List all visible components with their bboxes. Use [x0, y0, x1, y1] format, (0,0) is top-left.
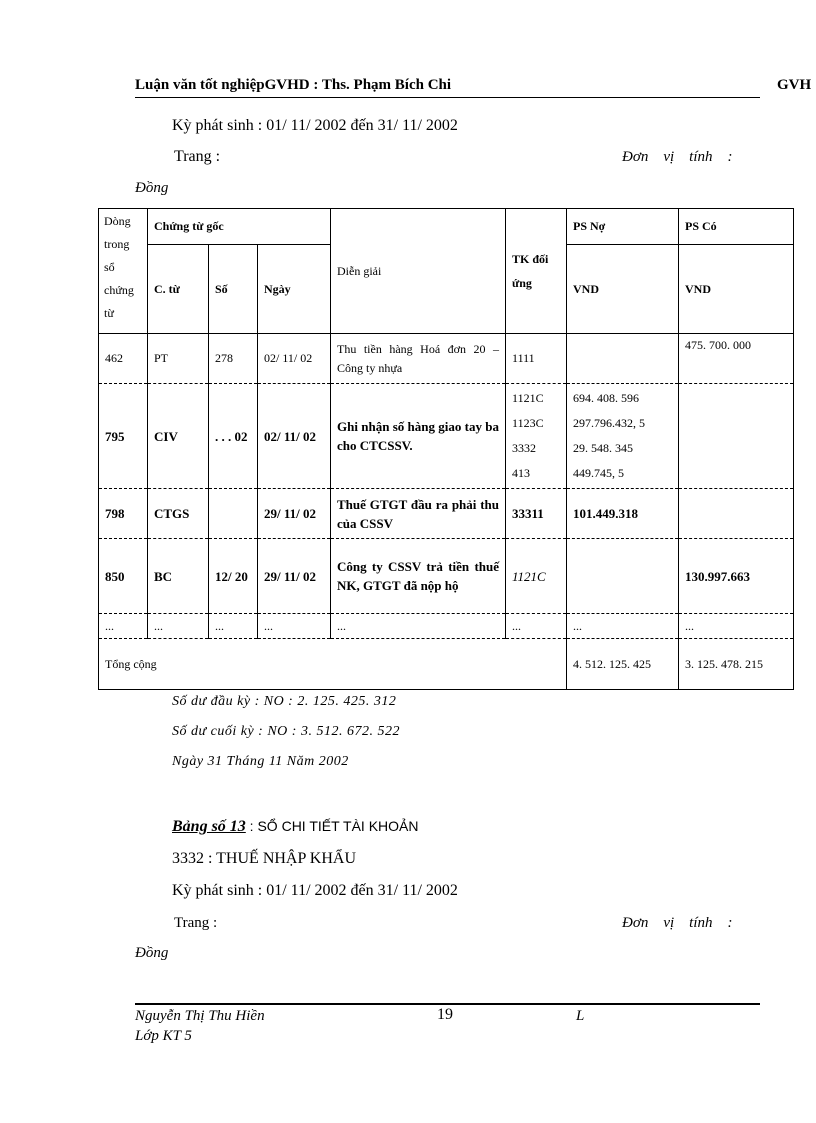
- cell-type: BC: [148, 539, 209, 614]
- unit-label: Đơn vị tính :: [622, 149, 733, 165]
- table-row: [99, 334, 794, 384]
- cell-ellipsis: ...: [209, 614, 258, 639]
- cell-date: 29/ 11/ 02: [258, 489, 331, 539]
- cell-line: 462: [99, 334, 148, 384]
- cell-debit: 297.796.432, 5: [573, 416, 646, 430]
- cell-credit: 475. 700. 000: [679, 334, 794, 384]
- total-row: [99, 639, 794, 690]
- cell-ellipsis: ...: [567, 614, 679, 639]
- header-row-col: Dòng trong sổ chứng từ: [99, 209, 148, 334]
- cell-debit: [567, 539, 679, 614]
- total-debit: 4. 512. 125. 425: [567, 639, 679, 690]
- unit-label-2: Đơn vị tính :: [622, 915, 733, 931]
- cell-account: 33311: [506, 489, 567, 539]
- cell-number: 278: [209, 334, 258, 384]
- ledger-table: [98, 208, 794, 690]
- header-account: TK đối ứng: [506, 209, 567, 334]
- footer-letter: L: [576, 1008, 585, 1024]
- table-row: [99, 384, 794, 489]
- cell-account: 413: [512, 466, 531, 480]
- cell-description: Thuế GTGT đầu ra phải thu của CSSV: [331, 489, 506, 539]
- cell-date: 02/ 11/ 02: [258, 334, 331, 384]
- header-rule: [135, 97, 760, 98]
- cell-description: Ghi nhận số hàng giao tay ba cho CTCSSV.: [331, 384, 506, 489]
- header-credit: PS Có: [679, 209, 794, 245]
- footer-author: Nguyễn Thị Thu Hiền: [135, 1008, 265, 1024]
- header-debit: PS Nợ: [567, 209, 679, 245]
- total-credit: 3. 125. 478. 215: [679, 639, 794, 690]
- cell-ellipsis: ...: [679, 614, 794, 639]
- header-debit-unit: VND: [567, 245, 679, 334]
- header-right-text: GVH: [777, 77, 812, 93]
- cell-date: 29/ 11/ 02: [258, 539, 331, 614]
- cell-ellipsis: ...: [331, 614, 506, 639]
- unit-value: Đồng: [135, 180, 169, 196]
- table-label: Bảng số 13: [172, 818, 246, 835]
- cell-account: 3332: [512, 441, 537, 455]
- cell-line: 798: [99, 489, 148, 539]
- table-row: [99, 539, 794, 614]
- header-voucher-type: C. từ: [148, 245, 209, 334]
- footer-page-number: 19: [437, 1006, 453, 1023]
- cell-description: Công ty CSSV trả tiền thuế NK, GTGT đã nộp hộ: [331, 539, 506, 614]
- cell-type: CIV: [148, 384, 209, 489]
- header-credit-unit: VND: [679, 245, 794, 334]
- cell-credit: [679, 489, 794, 539]
- cell-debit: 29. 548. 345: [573, 441, 634, 455]
- period-line: Kỳ phát sinh : 01/ 11/ 2002 đến 31/ 11/ 2002: [172, 117, 458, 134]
- cell-account: 1121C: [512, 391, 544, 405]
- header-number: Số: [209, 245, 258, 334]
- cell-number: 12/ 20: [209, 539, 258, 614]
- cell-account: 1121C: [506, 539, 567, 614]
- cell-debit: 694. 408. 596: [573, 391, 640, 405]
- header-description: Diễn giải: [331, 209, 506, 334]
- table-row-ellipsis: [99, 614, 794, 639]
- closing-balance: Số dư cuối kỳ : NO : 3. 512. 672. 522: [172, 724, 400, 739]
- closing-date: Ngày 31 Tháng 11 Năm 2002: [172, 754, 349, 769]
- cell-line: 795: [99, 384, 148, 489]
- cell-debit: 449.745, 5: [573, 466, 625, 480]
- table-row: [99, 489, 794, 539]
- period-line-2: Kỳ phát sinh : 01/ 11/ 2002 đến 31/ 11/ 2002: [172, 882, 458, 899]
- cell-ellipsis: ...: [99, 614, 148, 639]
- cell-type: PT: [148, 334, 209, 384]
- cell-ellipsis: ...: [258, 614, 331, 639]
- cell-type: CTGS: [148, 489, 209, 539]
- cell-account: 1111: [506, 334, 567, 384]
- account-title: 3332 : THUẾ NHẬP KHẨU: [172, 850, 356, 867]
- page-label: Trang :: [174, 148, 221, 165]
- footer-rule: [135, 1003, 760, 1005]
- cell-description: Thu tiền hàng Hoá đơn 20 – Công ty nhựa: [331, 334, 506, 384]
- header-title: Luận văn tốt nghiệpGVHD : Ths. Phạm Bích Chi: [135, 77, 452, 93]
- header-date: Ngày: [258, 245, 331, 334]
- opening-balance: Số dư đầu kỳ : NO : 2. 125. 425. 312: [172, 694, 397, 709]
- cell-number: . . . 02: [209, 384, 258, 489]
- cell-ellipsis: ...: [506, 614, 567, 639]
- unit-value-2: Đồng: [135, 945, 169, 961]
- header-voucher-group: Chứng từ gốc: [148, 209, 331, 245]
- table-title: : SỔ CHI TIẾT TÀI KHOẢN: [245, 818, 419, 834]
- cell-credit: [679, 384, 794, 489]
- footer-class: Lớp KT 5: [135, 1028, 192, 1044]
- cell-date: 02/ 11/ 02: [258, 384, 331, 489]
- cell-line: 850: [99, 539, 148, 614]
- cell-credit: 130.997.663: [679, 539, 794, 614]
- total-label: Tổng cộng: [99, 639, 567, 690]
- cell-debit: 101.449.318: [567, 489, 679, 539]
- cell-account: 1123C: [512, 416, 544, 430]
- cell-number: [209, 489, 258, 539]
- cell-debit: [567, 334, 679, 384]
- page-label-2: Trang :: [174, 915, 218, 931]
- cell-ellipsis: ...: [148, 614, 209, 639]
